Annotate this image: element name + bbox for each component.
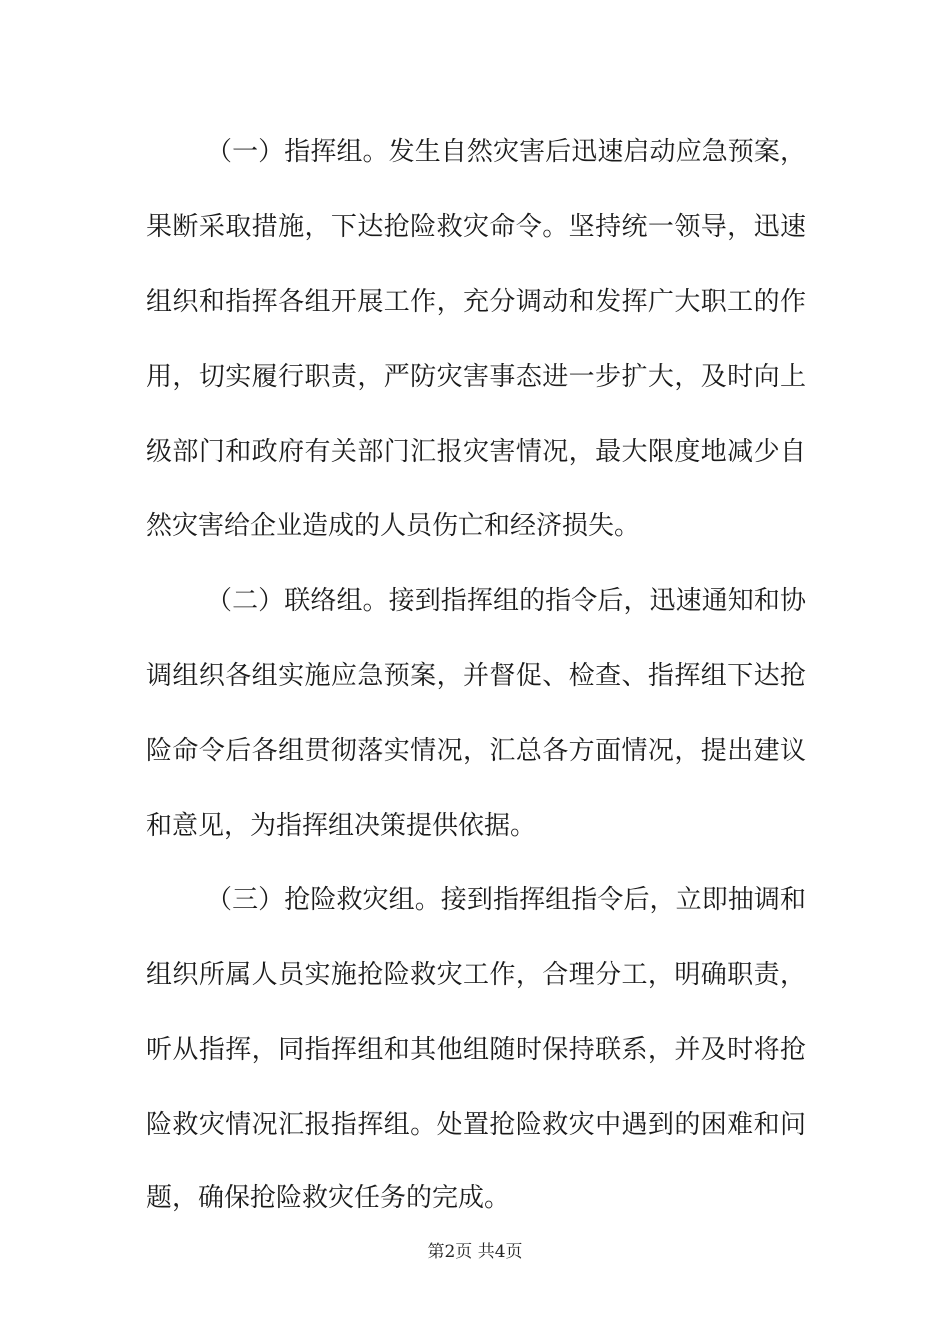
- paragraph-1-line-4: 用，切实履行职责，严防灾害事态进一步扩大，及时向上: [146, 362, 806, 392]
- paragraph-2-line-4: 和意见，为指挥组决策提供依据。: [146, 811, 537, 841]
- paragraph-1-line-6: 然灾害给企业造成的人员伤亡和经济损失。: [146, 511, 641, 541]
- page-indicator: 第2页 共4页: [427, 1242, 523, 1262]
- paragraph-1-line-1: （一）指挥组。发生自然灾害后迅速启动应急预案，: [206, 137, 806, 167]
- paragraph-1-line-5: 级部门和政府有关部门汇报灾害情况，最大限度地减少自: [146, 437, 806, 467]
- paragraph-2-line-3: 险命令后各组贯彻落实情况，汇总各方面情况，提出建议: [146, 736, 806, 766]
- paragraph-3-line-4: 险救灾情况汇报指挥组。处置抢险救灾中遇到的困难和问: [146, 1110, 806, 1140]
- paragraph-3-line-3: 听从指挥，同指挥组和其他组随时保持联系，并及时将抢: [146, 1035, 806, 1065]
- paragraph-1-line-3: 组织和指挥各组开展工作，充分调动和发挥广大职工的作: [146, 287, 806, 317]
- paragraph-3-line-5: 题，确保抢险救灾任务的完成。: [146, 1183, 511, 1213]
- paragraph-3-line-2: 组织所属人员实施抢险救灾工作，合理分工，明确职责，: [146, 960, 806, 990]
- paragraph-3-line-1: （三）抢险救灾组。接到指挥组指令后，立即抽调和: [206, 885, 806, 915]
- paragraph-2-line-1: （二）联络组。接到指挥组的指令后，迅速通知和协: [206, 586, 806, 616]
- paragraph-2-line-2: 调组织各组实施应急预案，并督促、检查、指挥组下达抢: [146, 661, 806, 691]
- paragraph-1-line-2: 果断采取措施，下达抢险救灾命令。坚持统一领导，迅速: [146, 212, 806, 242]
